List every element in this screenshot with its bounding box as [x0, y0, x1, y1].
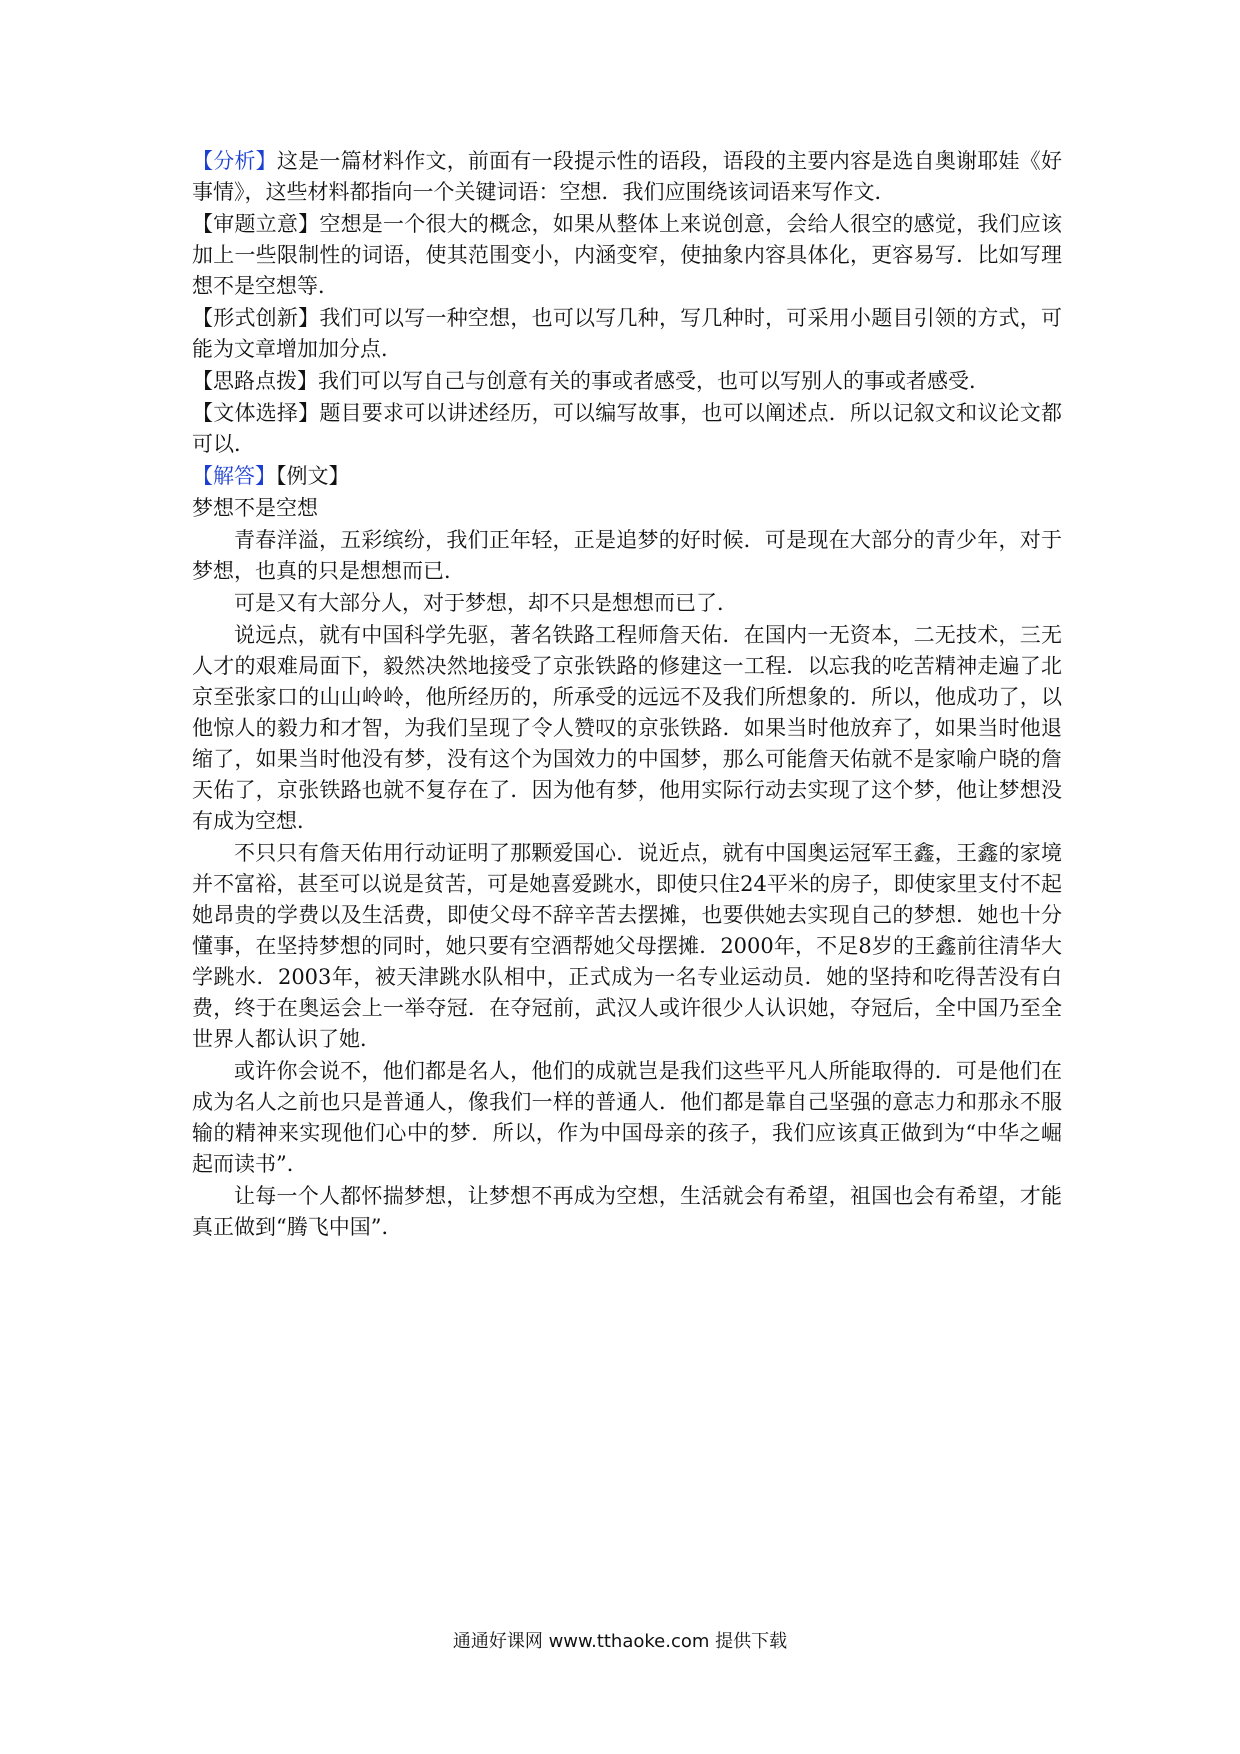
answer-tag: 【解答】 — [192, 464, 276, 488]
form-text: 我们可以写一种空想，也可以写几种，写几种时，可采用小题目引领的方式，可能为文章增加加分点． — [192, 306, 1063, 361]
essay-paragraph: 或许你会说不，他们都是名人，他们的成就岂是我们这些平凡人所能取得的．可是他们在成为名人之前也只是普通人，像我们一样的普通人．他们都是靠自己坚强的意志力和那永不服输的精神来实现他们心中的梦．所以，作为中国母亲的孩子，我们应该真正做到为“中华之崛起而读书”． — [192, 1059, 1062, 1176]
essay-paragraph: 让每一个人都怀揣梦想，让梦想不再成为空想，生活就会有希望，祖国也会有希望，才能真正做到“腾飞中国”． — [192, 1184, 1062, 1239]
analysis-text: 这是一篇材料作文，前面有一段提示性的语段，语段的主要内容是选自奥谢耶娃《好事情》，这些材料都指向一个关键词语：空想．我们应围绕该词语来写作文． — [192, 149, 1063, 204]
topic-section — [192, 209, 1062, 302]
topic-text: 空想是一个很大的概念，如果从整体上来说创意，会给人很空的感觉，我们应该加上一些限制性的词语，使其范围变小，内涵变窄，使抽象内容具体化，更容易写．比如写理想不是空想等． — [192, 212, 1063, 298]
document-body — [192, 146, 1062, 1244]
idea-section — [192, 366, 1062, 397]
idea-tag: 【思路点拨】 — [192, 369, 318, 393]
essay-paragraph: 青春洋溢，五彩缤纷，我们正年轻，正是追梦的好时候．可是现在大部分的青少年，对于梦想，也真的只是想想而已． — [192, 528, 1062, 583]
example-tag: 【例文】 — [276, 464, 350, 488]
essay-paragraph: 不只只有詹天佑用行动证明了那颗爱国心．说近点，就有中国奥运冠军王鑫，王鑫的家境并不富裕，甚至可以说是贫苦，可是她喜爱跳水，即使只住24平米的房子，即使家里支付不起她昂贵的学费以及生活费，即使父母不辞辛苦去摆摊，也要供她去实现自己的梦想．她也十分懂事，在坚持梦想的同时，她只要有空酒帮她父母摆摊．2000年，不足8岁的王鑫前往清华大学跳水．2003年，被天津跳水队相中，正式成为一名专业运动员．她的坚持和吃得苦没有白费，终于在奥运会上一举夺冠．在夺冠前，武汉人或许很少人认识她，夺冠后，全中国乃至全世界人都认识了她． — [192, 841, 1062, 1051]
essay-paragraph: 可是又有大部分人，对于梦想，却不只是想想而已了． — [234, 591, 738, 615]
genre-section — [192, 398, 1062, 460]
genre-tag: 【文体选择】 — [192, 401, 320, 425]
essay-title: 梦想不是空想 — [192, 496, 318, 520]
genre-text: 题目要求可以讲述经历，可以编写故事，也可以阐述点．所以记叙文和议论文都可以． — [192, 401, 1063, 456]
analysis-section — [192, 146, 1062, 208]
topic-tag: 【审题立意】 — [192, 212, 320, 236]
idea-text: 我们可以写自己与创意有关的事或者感受，也可以写别人的事或者感受． — [318, 369, 990, 393]
form-tag: 【形式创新】 — [192, 306, 320, 330]
analysis-tag: 【分析】 — [192, 149, 277, 173]
form-section — [192, 303, 1062, 365]
page-footer: 通通好课网 www.tthaoke.com 提供下载 — [452, 1631, 788, 1652]
answer-section — [192, 461, 1062, 492]
essay-paragraph: 说远点，就有中国科学先驱，著名铁路工程师詹天佑．在国内一无资本，二无技术，三无人才的艰难局面下，毅然决然地接受了京张铁路的修建这一工程．以忘我的吃苦精神走遍了北京至张家口的山山岭岭，他所经历的，所承受的远远不及我们所想象的．所以，他成功了，以他惊人的毅力和才智，为我们呈现了令人赞叹的京张铁路．如果当时他放弃了，如果当时他退缩了，如果当时他没有梦，没有这个为国效力的中国梦，那么可能詹天佑就不是家喻户晓的詹天佑了，京张铁路也就不复存在了．因为他有梦，他用实际行动去实现了这个梦，他让梦想没有成为空想． — [192, 623, 1062, 833]
